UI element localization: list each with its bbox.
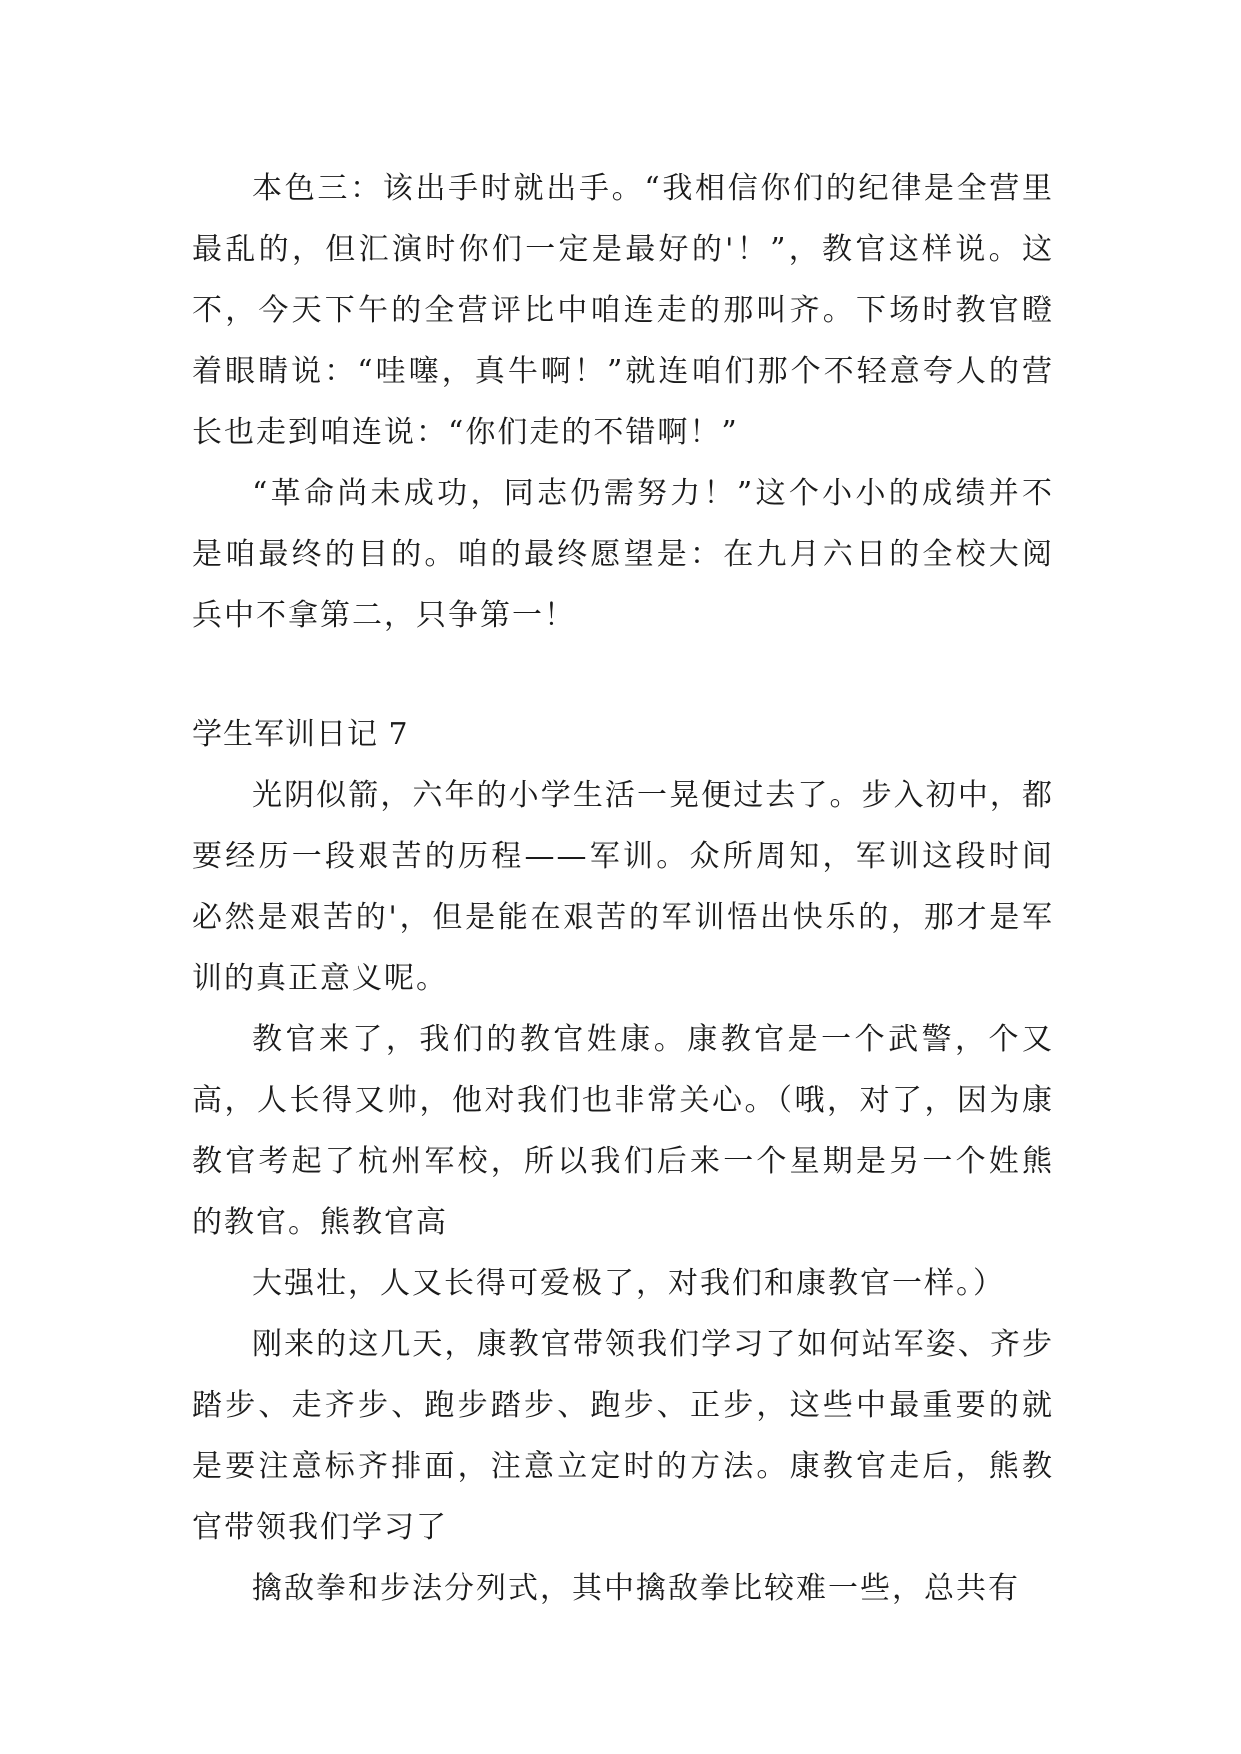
section-spacer xyxy=(192,646,1054,704)
paragraph-5: 大强壮，人又长得可爱极了，对我们和康教官一样。） xyxy=(252,1266,1005,1301)
paragraph-4: 教官来了，我们的教官姓康。康教官是一个武警，个又高，人长得又帅，他对我们也非常关心。（哦，对了，因为康教官考起了杭州军校，所以我们后来一个星期是另一个姓熊的教官。熊教官高 xyxy=(192,1022,1054,1240)
document-body xyxy=(192,158,1054,1619)
paragraph-6: 刚来的这几天，康教官带领我们学习了如何站军姿、齐步踏步、走齐步、跑步踏步、跑步、正步，这些中最重要的就是要注意标齐排面，注意立定时的方法。康教官走后，熊教官带领我们学习了 xyxy=(192,1327,1054,1545)
section-heading: 学生军训日记 7 xyxy=(192,717,409,752)
paragraph-7: 擒敌拳和步法分列式，其中擒敌拳比较难一些，总共有 xyxy=(252,1571,1020,1606)
paragraph-3: 光阴似箭，六年的小学生活一晃便过去了。步入初中，都要经历一段艰苦的历程——军训。众所周知，军训这段时间必然是艰苦的'，但是能在艰苦的军训悟出快乐的，那才是军训的真正意义呢。 xyxy=(192,778,1054,996)
paragraph-2: “革命尚未成功，同志仍需努力！”这个小小的成绩并不是咱最终的目的。咱的最终愿望是：在九月六日的全校大阅兵中不拿第二，只争第一！ xyxy=(192,476,1054,633)
paragraph-1: 本色三：该出手时就出手。“我相信你们的纪律是全营里最乱的，但汇演时你们一定是最好的'！”，教官这样说。这不，今天下午的全营评比中咱连走的那叫齐。下场时教官瞪着眼睛说：“哇噻，真牛啊！”就连咱们那个不轻意夸人的营长也走到咱连说：“你们走的不错啊！” xyxy=(192,171,1054,450)
